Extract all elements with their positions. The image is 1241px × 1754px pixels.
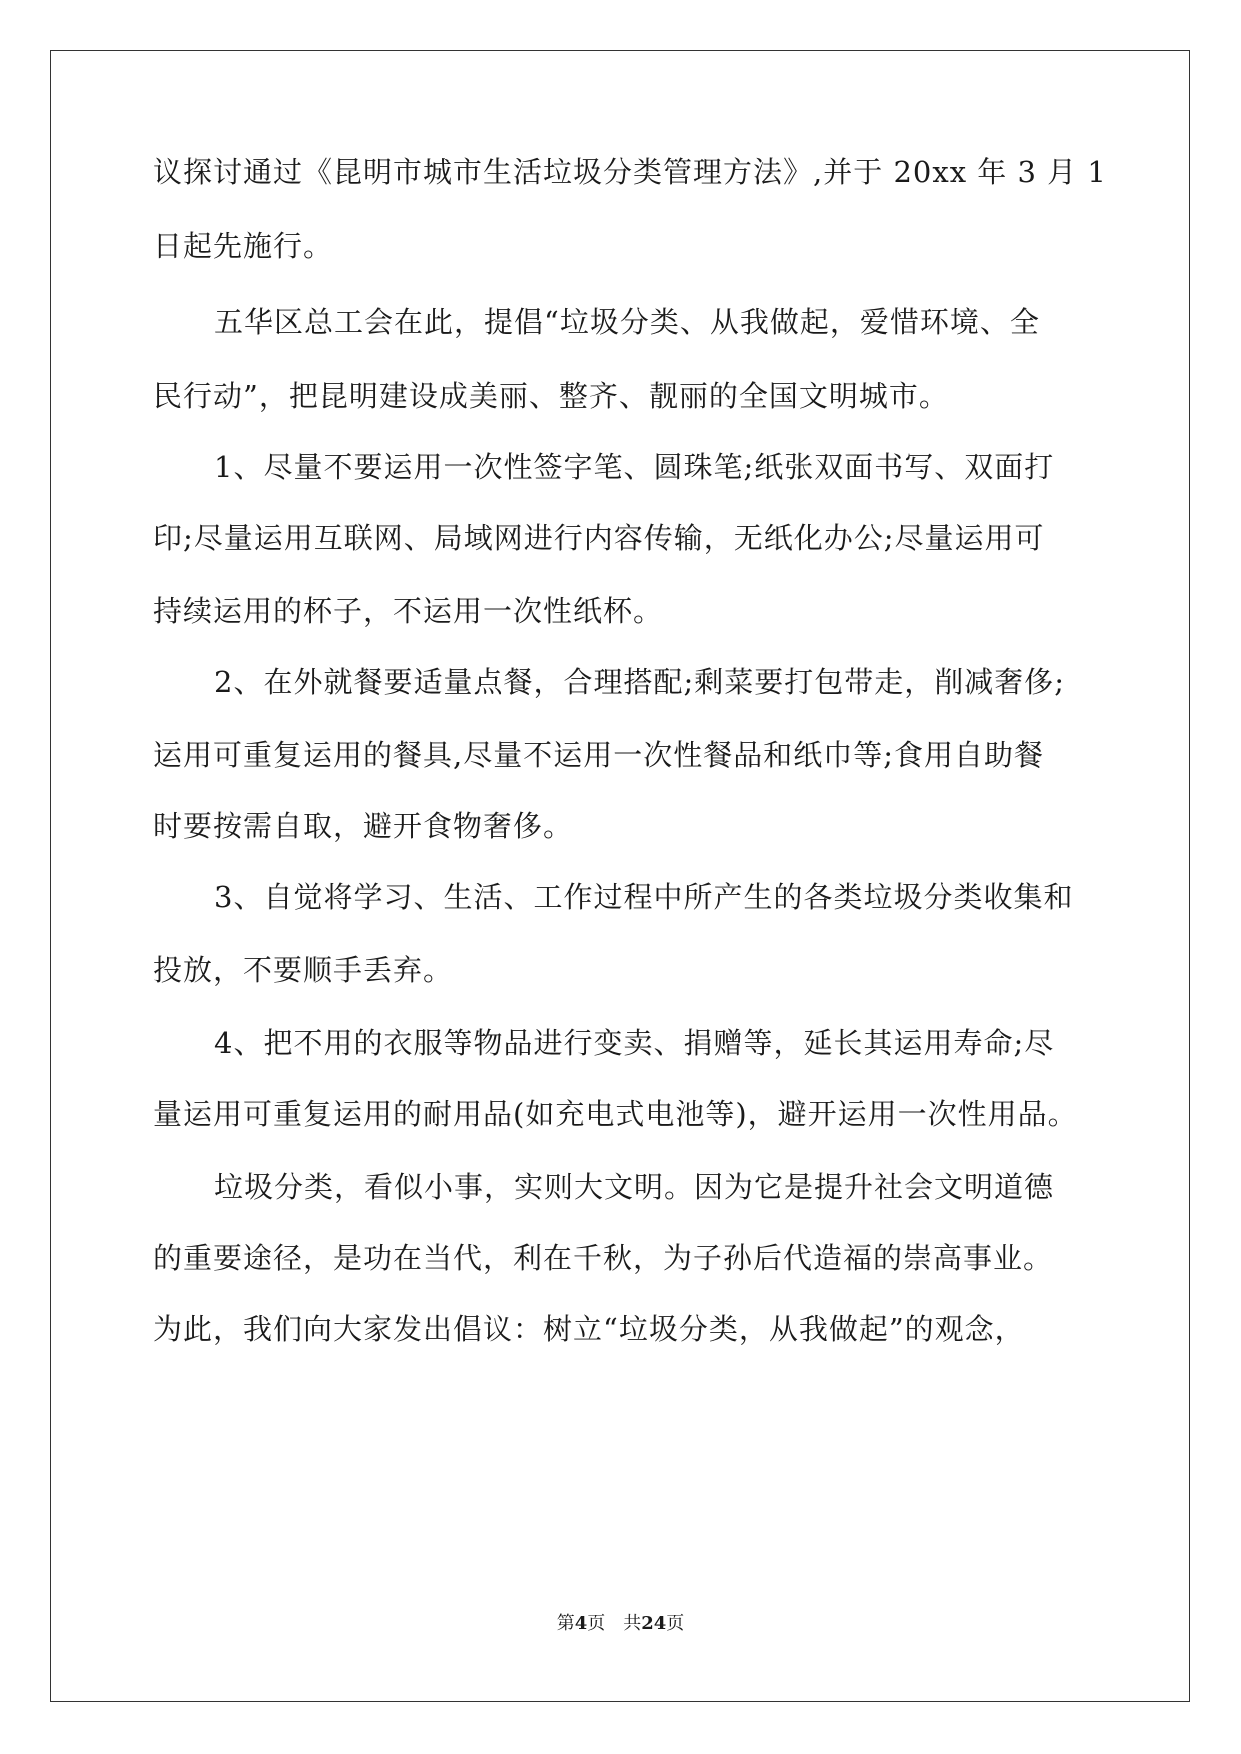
page-prefix: 第 — [556, 1613, 575, 1634]
text-line: 五华区总工会在此，提倡“垃圾分类、从我做起，爱惜环境、全 — [214, 305, 1040, 339]
page-number: 4 — [574, 1613, 588, 1634]
text-line: 4、把不用的衣服等物品进行变卖、捐赠等，延长其运用寿命;尽 — [214, 1026, 1055, 1060]
text-line: 时要按需自取，避开食物奢侈。 — [153, 809, 574, 843]
total-prefix: 共 — [623, 1613, 642, 1634]
text-line: 民行动”，把昆明建设成美丽、整齐、靓丽的全国文明城市。 — [153, 379, 949, 413]
page-suffix: 页 — [587, 1613, 606, 1634]
text-line: 投放，不要顺手丢弃。 — [153, 953, 454, 987]
page-footer — [0, 1612, 1241, 1636]
total-suffix: 页 — [666, 1613, 685, 1634]
text-line: 印;尽量运用互联网、局域网进行内容传输，无纸化办公;尽量运用可 — [153, 521, 1045, 555]
text-line: 议探讨通过《昆明市城市生活垃圾分类管理方法》,并于 20xx 年 3 月 1 — [153, 155, 1107, 189]
text-line: 运用可重复运用的餐具,尽量不运用一次性餐品和纸巾等;食用自助餐 — [153, 738, 1044, 772]
text-line: 为此，我们向大家发出倡议：树立“垃圾分类，从我做起”的观念， — [153, 1312, 1025, 1346]
text-line: 1、尽量不要运用一次性签字笔、圆珠笔;纸张双面书写、双面打 — [214, 450, 1055, 484]
text-line: 3、自觉将学习、生活、工作过程中所产生的各类垃圾分类收集和 — [214, 880, 1074, 914]
text-line: 的重要途径，是功在当代，利在千秋，为子孙后代造福的崇高事业。 — [153, 1241, 1054, 1275]
page-border — [50, 50, 1190, 1702]
text-line: 2、在外就餐要适量点餐，合理搭配;剩菜要打包带走，削减奢侈; — [214, 665, 1065, 699]
total-pages: 24 — [641, 1613, 667, 1634]
text-line: 量运用可重复运用的耐用品(如充电式电池等)，避开运用一次性用品。 — [153, 1097, 1078, 1131]
text-line: 日起先施行。 — [153, 229, 334, 263]
text-line: 垃圾分类，看似小事，实则大文明。因为它是提升社会文明道德 — [214, 1170, 1055, 1204]
text-line: 持续运用的杯子，不运用一次性纸杯。 — [153, 594, 664, 628]
